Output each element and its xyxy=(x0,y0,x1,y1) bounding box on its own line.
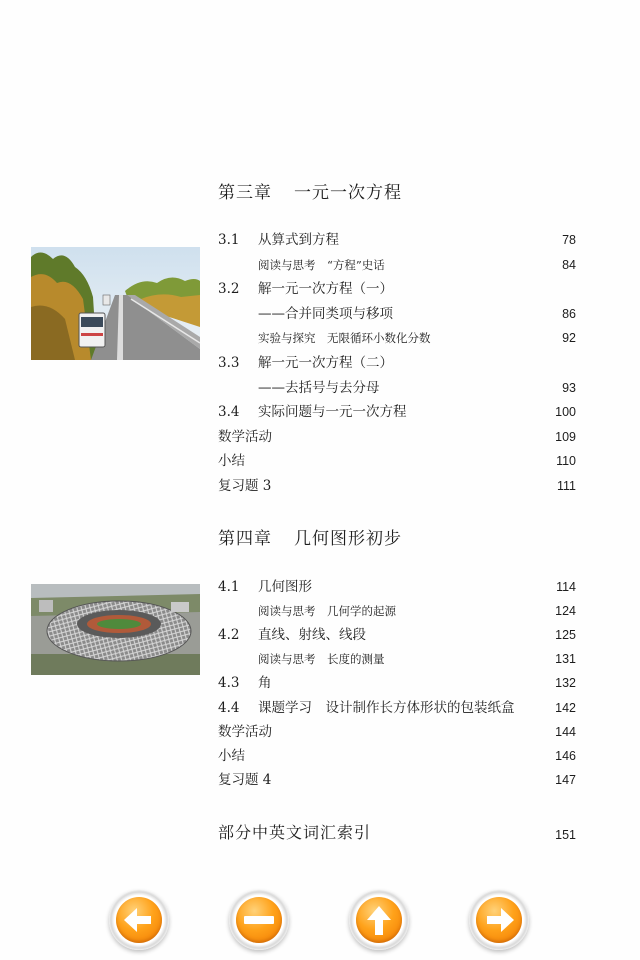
toc-entry-title: 从算式到方程 xyxy=(258,232,339,248)
toc-section-number: 3.4 xyxy=(218,404,240,421)
toc-row[interactable] xyxy=(218,576,576,598)
toc-entry-title: 解一元一次方程（一） xyxy=(258,281,393,298)
toc-appendix-page: 151 xyxy=(555,828,576,842)
toc-section-number: 3.2 xyxy=(218,281,240,298)
toc-row[interactable] xyxy=(218,769,576,791)
toc-row[interactable] xyxy=(218,697,576,719)
toc-row[interactable] xyxy=(218,624,576,646)
prev-page-button[interactable] xyxy=(109,890,169,950)
toc-row[interactable] xyxy=(218,721,576,743)
toc-entry-title: ——去括号与去分母 xyxy=(258,379,380,396)
toc-entry-title: 实际问题与一元一次方程 xyxy=(258,404,407,421)
toc-page-number: 147 xyxy=(555,772,576,787)
toc-entry-title: 阅读与思考 几何学的起源 xyxy=(258,604,396,619)
toc-page-number: 144 xyxy=(555,724,576,739)
toc-entry-title: 阅读与思考 “方程”史话 xyxy=(258,257,385,272)
toc-row[interactable] xyxy=(218,401,576,423)
toc-row[interactable] xyxy=(218,475,576,497)
toc-section-number: 4.2 xyxy=(218,627,240,644)
up-button[interactable] xyxy=(349,890,409,950)
toc-row[interactable] xyxy=(218,229,576,251)
toc-row[interactable] xyxy=(218,672,576,694)
toc-page-number: 109 xyxy=(555,429,576,444)
chapter-3-number: 第三章 xyxy=(218,183,272,203)
toc-entry-title: 数学活动 xyxy=(218,428,272,445)
toc-row[interactable] xyxy=(218,352,576,374)
toc-entry-title: 直线、射线、线段 xyxy=(258,627,366,644)
toc-section-number: 3.1 xyxy=(218,232,240,248)
toc-page-number: 142 xyxy=(555,700,576,715)
toc-row[interactable] xyxy=(218,600,576,622)
arrow-right-icon xyxy=(469,890,529,950)
toc-entry-title: 课题学习 设计制作长方体形状的包装纸盒 xyxy=(258,699,515,716)
toc-page-number: 86 xyxy=(562,306,576,321)
toc-page-number: 132 xyxy=(555,676,576,691)
toc-page-number: 114 xyxy=(556,580,576,594)
toc-section-number: 4.4 xyxy=(218,699,240,716)
chapter-4-title: 几何图形初步 xyxy=(294,529,402,549)
toc-row-appendix[interactable] xyxy=(218,821,576,845)
toc-entry-title: ——合并同类项与移项 xyxy=(258,305,393,322)
toc-page-number: 124 xyxy=(555,604,576,619)
toc-entry-title: 几何图形 xyxy=(258,579,312,595)
toc-page-number: 111 xyxy=(556,479,576,493)
toc-row[interactable] xyxy=(218,327,576,349)
toc-entry-title: 小结 xyxy=(218,747,245,764)
chapter-3-heading xyxy=(218,178,402,203)
toc-page-number: 84 xyxy=(562,257,576,272)
chapter-3-title: 一元一次方程 xyxy=(294,183,402,203)
toc-section-number: 4.1 xyxy=(218,579,240,595)
chapter-4-heading xyxy=(218,524,402,549)
chapter-4-number: 第四章 xyxy=(218,529,272,549)
toc-row[interactable] xyxy=(218,254,576,276)
minimize-button[interactable] xyxy=(229,890,289,950)
toc-entry-title: 角 xyxy=(258,675,272,692)
toc-entry-title: 复习题 3 xyxy=(218,478,272,494)
toc-row[interactable] xyxy=(218,450,576,472)
toc-row[interactable] xyxy=(218,278,576,300)
toc-page-number: 131 xyxy=(555,652,576,667)
toc-entry-title: 解一元一次方程（二） xyxy=(258,355,393,371)
toc-section-number: 3.3 xyxy=(218,355,240,371)
toc-page-number: 125 xyxy=(555,628,576,643)
toc-row[interactable] xyxy=(218,745,576,767)
toc-entry-title: 数学活动 xyxy=(218,723,272,740)
toc-row[interactable] xyxy=(218,648,576,670)
next-page-button[interactable] xyxy=(469,890,529,950)
toc-row[interactable] xyxy=(218,303,576,325)
stadium-photo xyxy=(31,584,200,675)
highway-photo xyxy=(31,247,200,360)
toc-row[interactable] xyxy=(218,377,576,399)
toc-page-number: 78 xyxy=(562,233,576,247)
toc-page-number: 110 xyxy=(556,454,576,469)
toc-appendix-title: 部分中英文词汇索引 xyxy=(218,823,372,842)
toc-page-number: 146 xyxy=(555,748,576,763)
arrow-left-icon xyxy=(109,890,169,950)
minus-icon xyxy=(229,890,289,950)
toc-page-number: 100 xyxy=(555,405,576,420)
toc-section-number: 4.3 xyxy=(218,675,240,692)
toc-row[interactable] xyxy=(218,426,576,448)
arrow-up-icon xyxy=(349,890,409,950)
toc-entry-title: 阅读与思考 长度的测量 xyxy=(258,652,385,667)
toc-page-number: 92 xyxy=(562,331,576,346)
toc-entry-title: 复习题 4 xyxy=(218,771,272,788)
toc-page-number: 93 xyxy=(562,380,576,395)
toc-entry-title: 实验与探究 无限循环小数化分数 xyxy=(258,331,431,346)
toc-entry-title: 小结 xyxy=(218,453,245,470)
